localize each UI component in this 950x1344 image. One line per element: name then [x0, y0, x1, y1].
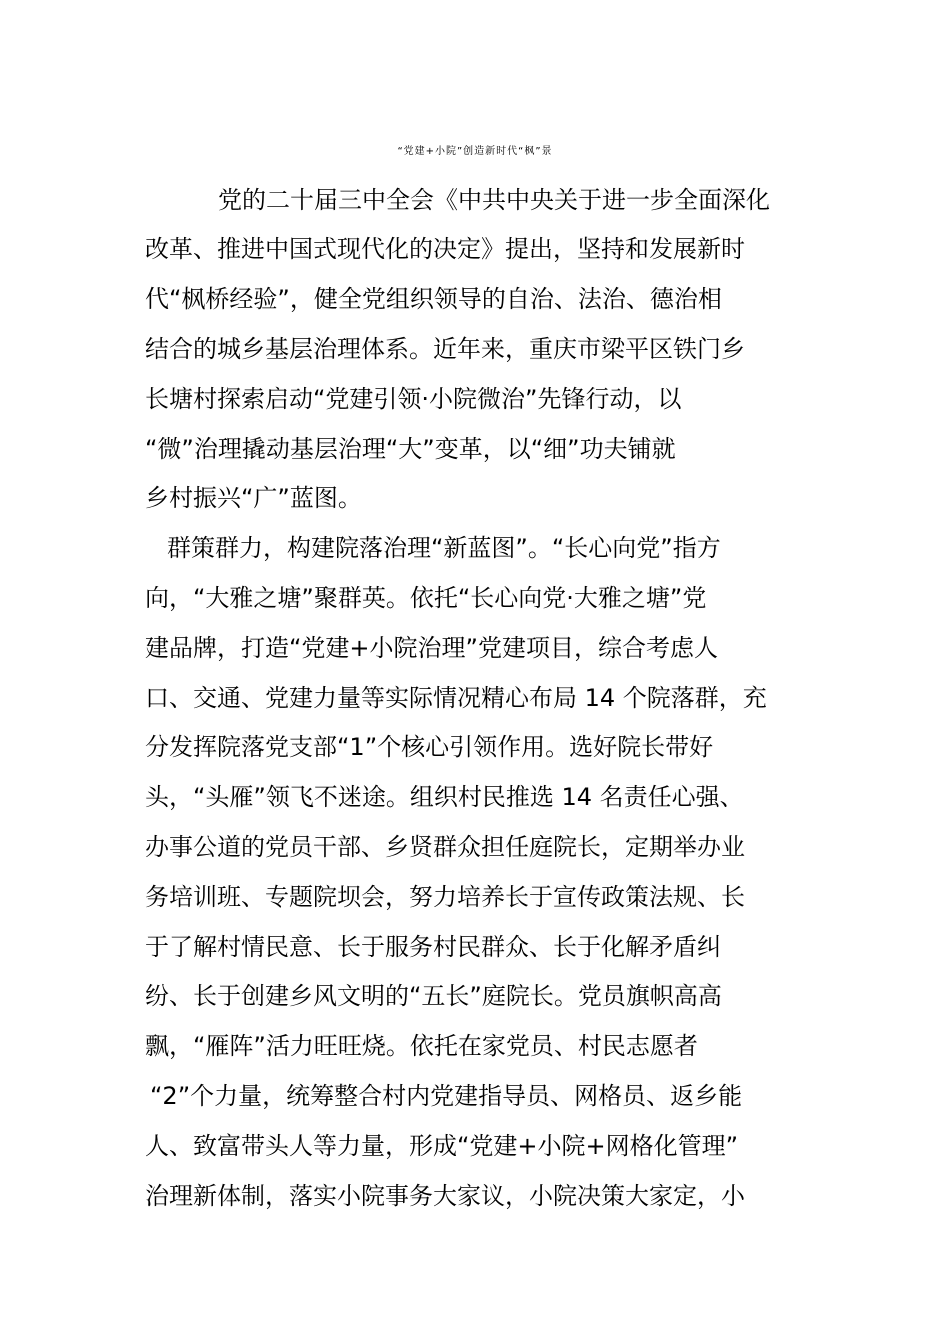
body-line: 结合的城乡基层治理体系。近年来，重庆市梁平区铁门乡 — [145, 335, 745, 363]
body-line: 建品牌，打造“党建+小院治理”党建项目，综合考虑人 — [145, 634, 718, 662]
body-line: 办事公道的党员干部、乡贤群众担任庭院长，定期举办业 — [145, 833, 745, 861]
body-line: 向，“大雅之塘”聚群英。依托“长心向党·大雅之塘”党 — [145, 584, 707, 612]
body-line: 务培训班、专题院坝会，努力培养长于宣传政策法规、长 — [145, 883, 745, 911]
body-line: 长塘村探索启动“党建引领·小院微治”先锋行动，以 — [145, 385, 682, 413]
body-line: 党的二十届三中全会《中共中央关于进一步全面深化 — [218, 186, 770, 214]
body-line: 人、致富带头人等力量，形成“党建+小院+网格化管理” — [145, 1132, 739, 1160]
body-line: 乡村振兴“广”蓝图。 — [145, 484, 362, 512]
body-line: 分发挥院落党支部“1”个核心引领作用。选好院长带好 — [145, 733, 714, 761]
body-line: 口、交通、党建力量等实际情况精心布局 14 个院落群，充 — [145, 684, 767, 712]
body-line: “2”个力量，统筹整合村内党建指导员、网格员、返乡能 — [150, 1082, 743, 1110]
body-line: 改革、推进中国式现代化的决定》提出，坚持和发展新时 — [145, 235, 745, 263]
body-line: 代“枫桥经验”，健全党组织领导的自治、法治、德治相 — [145, 285, 722, 313]
body-line: 群策群力，构建院落治理“新蓝图”。“长心向党”指方 — [167, 534, 721, 562]
document-title: “党建+小院”创造新时代“枫”景 — [397, 146, 553, 157]
body-line: “微”治理撬动基层治理“大”变革，以“细”功夫铺就 — [145, 435, 676, 463]
body-line: 治理新体制，落实小院事务大家议，小院决策大家定，小 — [145, 1182, 745, 1210]
body-line: 于了解村情民意、长于服务村民群众、长于化解矛盾纠 — [145, 933, 721, 961]
body-line: 飘，“雁阵”活力旺旺烧。依托在家党员、村民志愿者 — [145, 1032, 698, 1060]
body-line: 头，“头雁”领飞不迷途。组织村民推选 14 名责任心强、 — [145, 783, 744, 811]
body-line: 纷、长于创建乡风文明的“五长”庭院长。党员旗帜高高 — [145, 982, 722, 1010]
